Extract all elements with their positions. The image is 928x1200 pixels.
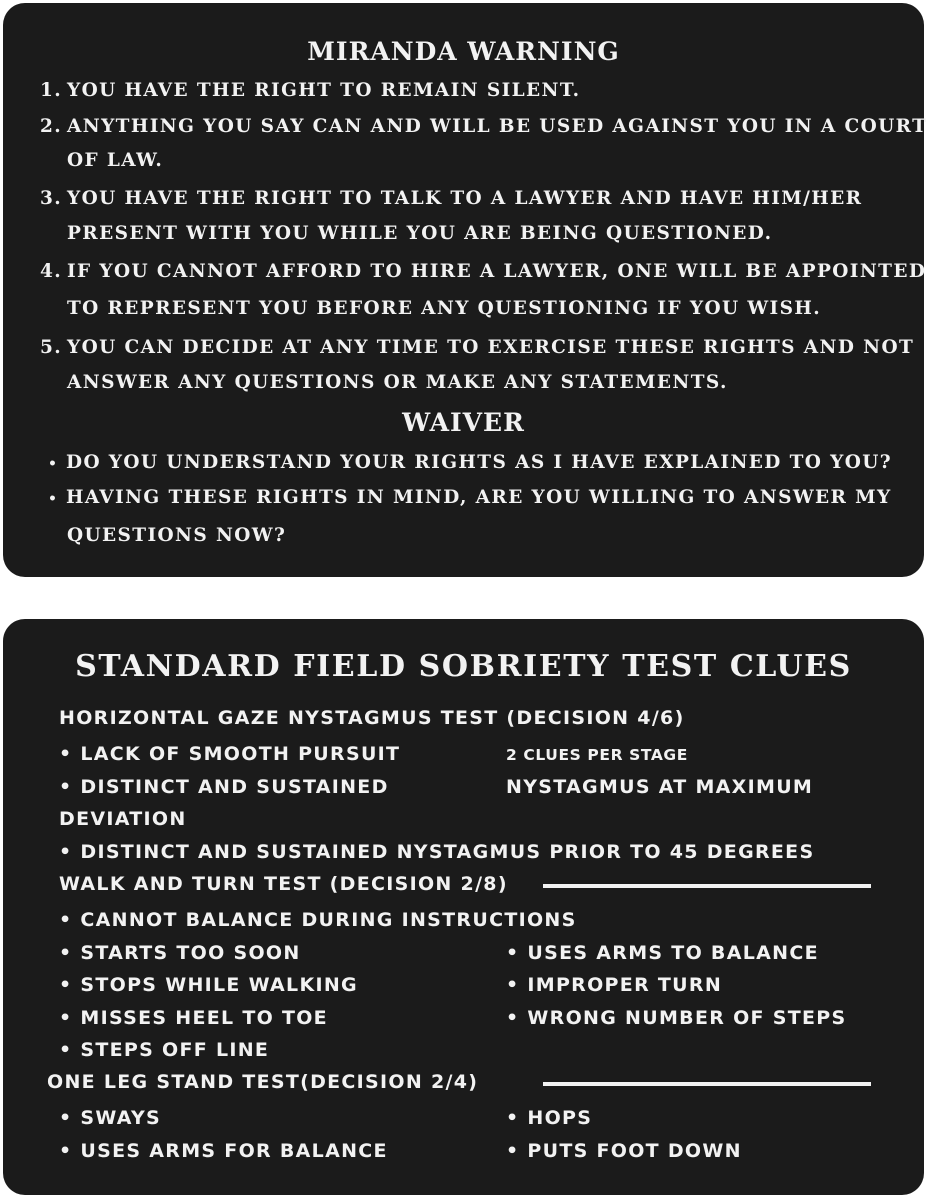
miranda-item-4: 4. IF YOU CANNOT AFFORD TO HIRE A LAWYER, ONE WILL BE APPOINTED (40, 261, 927, 282)
miranda-item-3-cont: PRESENT WITH YOU WHILE YOU ARE BEING QUESTIONED. (67, 223, 773, 244)
walk-turn-clue-left-2: • STOPS WHILE WALKING (59, 974, 358, 996)
walk-turn-divider (543, 884, 871, 888)
waiver-title: WAIVER (402, 408, 525, 437)
miranda-item-5-cont: ANSWER ANY QUESTIONS OR MAKE ANY STATEMENTS. (67, 372, 728, 393)
sobriety-test-card (3, 619, 924, 1195)
miranda-item-2: 2. ANYTHING YOU SAY CAN AND WILL BE USED AGAINST YOU IN A COURT (40, 116, 928, 137)
walk-turn-clue-left-1: • STARTS TOO SOON (59, 942, 301, 964)
miranda-item-2-cont: OF LAW. (67, 150, 164, 171)
one-leg-clue-left-2: • USES ARMS FOR BALANCE (59, 1140, 388, 1162)
walk-turn-clue-right-3: • WRONG NUMBER OF STEPS (506, 1007, 847, 1029)
one-leg-heading: ONE LEG STAND TEST(DECISION 2/4) (47, 1071, 479, 1093)
walk-turn-clue-full: • CANNOT BALANCE DURING INSTRUCTIONS (59, 909, 577, 931)
walk-turn-clue-left-3: • MISSES HEEL TO TOE (59, 1007, 328, 1029)
hgn-clue-2: • DISTINCT AND SUSTAINED (59, 776, 389, 798)
hgn-heading: HORIZONTAL GAZE NYSTAGMUS TEST (DECISION 4/6) (59, 707, 685, 729)
waiver-question-2-cont: QUESTIONS NOW? (67, 525, 287, 546)
walk-turn-clue-right-1: • USES ARMS TO BALANCE (506, 942, 819, 964)
miranda-item-3: 3. YOU HAVE THE RIGHT TO TALK TO A LAWYER AND HAVE HIM/HER (40, 188, 863, 209)
miranda-item-1: 1. YOU HAVE THE RIGHT TO REMAIN SILENT. (40, 80, 581, 101)
sobriety-title: STANDARD FIELD SOBRIETY TEST CLUES (75, 649, 852, 684)
one-leg-divider (543, 1082, 871, 1086)
waiver-question-1: • DO YOU UNDERSTAND YOUR RIGHTS AS I HAVE EXPLAINED TO YOU? (48, 452, 892, 473)
miranda-warning-card (3, 3, 928, 577)
miranda-item-5: 5. YOU CAN DECIDE AT ANY TIME TO EXERCISE THESE RIGHTS AND NOT (40, 337, 915, 358)
hgn-clue-1: • LACK OF SMOOTH PURSUIT (59, 743, 401, 765)
walk-turn-heading: WALK AND TURN TEST (DECISION 2/8) (59, 873, 508, 895)
one-leg-clue-right-1: • HOPS (506, 1107, 593, 1129)
miranda-item-4-cont: TO REPRESENT YOU BEFORE ANY QUESTIONING IF YOU WISH. (67, 298, 822, 319)
hgn-clue-2-right: NYSTAGMUS AT MAXIMUM (506, 776, 814, 798)
waiver-question-2: • HAVING THESE RIGHTS IN MIND, ARE YOU WILLING TO ANSWER MY (48, 487, 892, 508)
walk-turn-clue-left-4: • STEPS OFF LINE (59, 1039, 270, 1061)
walk-turn-clue-right-2: • IMPROPER TURN (506, 974, 723, 996)
one-leg-clue-right-2: • PUTS FOOT DOWN (506, 1140, 742, 1162)
hgn-clue-3: • DISTINCT AND SUSTAINED NYSTAGMUS PRIOR TO 45 DEGREES (59, 841, 815, 863)
one-leg-clue-left-1: • SWAYS (59, 1107, 161, 1129)
hgn-clue-2-cont: DEVIATION (59, 808, 187, 830)
hgn-note: 2 CLUES PER STAGE (506, 746, 688, 764)
miranda-title: MIRANDA WARNING (307, 37, 620, 66)
